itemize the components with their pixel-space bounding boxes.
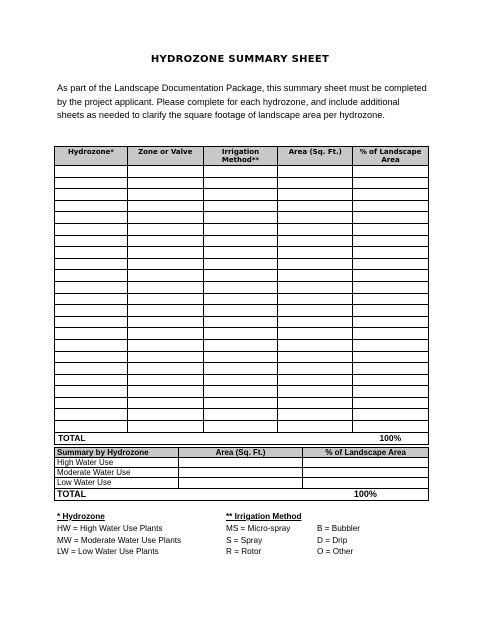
summary-total-spacer [178,488,303,500]
zone-valve-cell[interactable] [127,339,203,351]
area-cell[interactable] [278,235,353,247]
percent-cell[interactable] [353,386,429,398]
zone-valve-cell[interactable] [127,200,203,212]
hydrozone-row [55,247,429,259]
percent-cell[interactable] [353,293,429,305]
hydrozone-row [55,200,429,212]
hydrozone-row [55,316,429,328]
percent-cell[interactable] [353,270,429,282]
irrigation-method-cell[interactable] [203,386,278,398]
percent-cell[interactable] [353,363,429,375]
irrigation-method-cell[interactable] [203,339,278,351]
hydrozone-table-header [55,147,429,166]
zone-valve-cell[interactable] [127,374,203,386]
percent-cell[interactable] [353,235,429,247]
area-cell[interactable] [278,328,353,340]
legend-item-r: R = Rotor [226,547,262,557]
hydrozone-row [55,328,429,340]
hydrozone-cell[interactable] [55,166,128,178]
zone-valve-cell[interactable] [127,409,203,421]
area-cell[interactable] [278,247,353,259]
area-cell[interactable] [278,409,353,421]
zone-valve-cell[interactable] [127,363,203,375]
hydrozone-total-row [55,432,429,444]
legend-item-o: O = Other [317,547,354,557]
hydrozone-legend [57,511,192,558]
irrigation-legend-row [226,546,366,558]
summary-percent-cell[interactable] [303,478,429,488]
hydrozone-cell[interactable] [55,339,128,351]
irrigation-method-cell[interactable] [203,223,278,235]
zone-valve-cell[interactable] [127,177,203,189]
hydrozone-cell[interactable] [55,270,128,282]
hydrozone-cell[interactable] [55,212,128,224]
hydrozone-cell[interactable] [55,281,128,293]
irrigation-method-cell[interactable] [203,258,278,270]
zone-valve-cell[interactable] [127,305,203,317]
irrigation-method-cell[interactable] [203,421,278,433]
irrigation-method-cell[interactable] [203,270,278,282]
hydrozone-row [55,374,429,386]
irrigation-method-cell[interactable] [203,316,278,328]
area-cell[interactable] [278,397,353,409]
zone-valve-cell[interactable] [127,189,203,201]
percent-cell[interactable] [353,281,429,293]
zone-valve-cell[interactable] [127,397,203,409]
area-cell[interactable] [278,258,353,270]
legend-item-d: D = Drip [317,535,348,545]
hydrozone-row [55,409,429,421]
zone-valve-cell[interactable] [127,293,203,305]
hydrozone-cell[interactable] [55,363,128,375]
summary-area-cell[interactable] [178,478,303,488]
zone-valve-cell[interactable] [127,421,203,433]
summary-total-row [55,488,429,500]
zone-valve-cell[interactable] [127,212,203,224]
hydrozone-row [55,363,429,375]
hydrozone-cell[interactable] [55,293,128,305]
irrigation-method-cell[interactable] [203,166,278,178]
percent-cell[interactable] [353,374,429,386]
header-summary-area: Area (Sq. Ft.) [178,448,303,458]
irrigation-method-cell[interactable] [203,363,278,375]
irrigation-method-cell[interactable] [203,212,278,224]
area-cell[interactable] [278,316,353,328]
hydrozone-cell[interactable] [55,397,128,409]
percent-cell[interactable] [353,177,429,189]
hydrozone-row [55,235,429,247]
zone-valve-cell[interactable] [127,386,203,398]
hydrozone-cell[interactable] [55,374,128,386]
area-cell[interactable] [278,305,353,317]
hydrozone-legend-heading: * Hydrozone [57,512,105,521]
hydrozone-cell[interactable] [55,235,128,247]
hydrozone-table [54,146,429,445]
area-cell[interactable] [278,270,353,282]
percent-cell[interactable] [353,328,429,340]
hydrozone-row [55,189,429,201]
area-cell[interactable] [278,363,353,375]
summary-label-moderate: Moderate Water Use [55,468,179,478]
percent-cell[interactable] [353,421,429,433]
hydrozone-row [55,177,429,189]
header-area: Area (Sq. Ft.) [278,147,353,166]
summary-table-header [55,448,429,458]
header-irrigation-method: Irrigation Method** [203,147,278,166]
area-cell[interactable] [278,212,353,224]
hydrozone-cell[interactable] [55,305,128,317]
summary-area-cell[interactable] [178,468,303,478]
irrigation-legend-heading: ** Irrigation Method [226,512,302,521]
irrigation-legend-row [226,535,366,547]
hydrozone-row [55,223,429,235]
zone-valve-cell[interactable] [127,166,203,178]
area-cell[interactable] [278,374,353,386]
summary-total-label: TOTAL [55,488,179,500]
summary-row-moderate [55,468,429,478]
hydrozone-row [55,421,429,433]
area-cell[interactable] [278,281,353,293]
area-cell[interactable] [278,339,353,351]
hydrozone-row [55,339,429,351]
summary-percent-cell[interactable] [303,468,429,478]
percent-cell[interactable] [353,351,429,363]
legend-item-mw: MW = Moderate Water Use Plants [57,535,182,545]
irrigation-method-cell[interactable] [203,281,278,293]
irrigation-method-cell[interactable] [203,351,278,363]
intro-paragraph: As part of the Landscape Documentation Package, this summary sheet must be completed by the project applicant. Please complete for each hydrozone, and include additional sheets as needed to clarify the square footage of landscape area per hydrozone. [57,83,427,121]
legend-item-b: B = Bubbler [317,523,361,533]
area-cell[interactable] [278,177,353,189]
summary-label-high: High Water Use [55,458,179,468]
area-cell[interactable] [278,189,353,201]
total-percent: 100% [353,432,429,444]
header-hydrozone: Hydrozone* [55,147,128,166]
hydrozone-row [55,270,429,282]
hydrozone-row [55,397,429,409]
total-spacer [203,432,353,444]
summary-area-cell[interactable] [178,458,303,468]
area-cell[interactable] [278,293,353,305]
summary-table [54,447,429,501]
irrigation-method-cell[interactable] [203,328,278,340]
irrigation-method-cell[interactable] [203,293,278,305]
percent-cell[interactable] [353,212,429,224]
hydrozone-cell[interactable] [55,200,128,212]
percent-cell[interactable] [353,200,429,212]
legend-item-hw: HW = High Water Use Plants [57,523,163,533]
irrigation-method-cell[interactable] [203,305,278,317]
hydrozone-cell[interactable] [55,223,128,235]
page-title: HYDROZONE SUMMARY SHEET [150,54,330,65]
hydrozone-cell[interactable] [55,409,128,421]
zone-valve-cell[interactable] [127,328,203,340]
area-cell[interactable] [278,200,353,212]
percent-cell[interactable] [353,166,429,178]
summary-total-percent: 100% [303,488,429,500]
hydrozone-cell[interactable] [55,258,128,270]
hydrozone-row [55,305,429,317]
irrigation-method-cell[interactable] [203,397,278,409]
zone-valve-cell[interactable] [127,223,203,235]
hydrozone-row [55,386,429,398]
percent-cell[interactable] [353,223,429,235]
hydrozone-cell[interactable] [55,421,128,433]
percent-cell[interactable] [353,258,429,270]
zone-valve-cell[interactable] [127,270,203,282]
summary-row-low [55,478,429,488]
hydrozone-cell[interactable] [55,328,128,340]
legend-item-ms: MS = Micro-spray [226,523,291,533]
zone-valve-cell[interactable] [127,247,203,259]
total-label: TOTAL [55,432,204,444]
irrigation-legend-row [226,523,366,535]
summary-percent-cell[interactable] [303,458,429,468]
hydrozone-cell[interactable] [55,316,128,328]
summary-row-high [55,458,429,468]
hydrozone-row [55,212,429,224]
legend-item-s: S = Spray [226,535,263,545]
irrigation-legend [226,511,366,558]
zone-valve-cell[interactable] [127,258,203,270]
percent-cell[interactable] [353,409,429,421]
area-cell[interactable] [278,421,353,433]
percent-cell[interactable] [353,339,429,351]
zone-valve-cell[interactable] [127,281,203,293]
percent-cell[interactable] [353,305,429,317]
percent-cell[interactable] [353,316,429,328]
summary-label-low: Low Water Use [55,478,179,488]
percent-cell[interactable] [353,247,429,259]
hydrozone-row [55,351,429,363]
irrigation-method-cell[interactable] [203,189,278,201]
hydrozone-row [55,166,429,178]
irrigation-method-cell[interactable] [203,200,278,212]
irrigation-method-cell[interactable] [203,235,278,247]
hydrozone-row [55,293,429,305]
percent-cell[interactable] [353,397,429,409]
irrigation-method-cell[interactable] [203,247,278,259]
irrigation-method-cell[interactable] [203,177,278,189]
hydrozone-cell[interactable] [55,351,128,363]
header-summary-percent: % of Landscape Area [303,448,429,458]
header-zone-or-valve: Zone or Valve [127,147,203,166]
header-summary-by-hydrozone: Summary by Hydrozone [55,448,179,458]
irrigation-method-cell[interactable] [203,409,278,421]
hydrozone-cell[interactable] [55,247,128,259]
area-cell[interactable] [278,386,353,398]
hydrozone-cell[interactable] [55,189,128,201]
area-cell[interactable] [278,223,353,235]
zone-valve-cell[interactable] [127,235,203,247]
hydrozone-cell[interactable] [55,177,128,189]
hydrozone-cell[interactable] [55,386,128,398]
hydrozone-row [55,258,429,270]
zone-valve-cell[interactable] [127,316,203,328]
zone-valve-cell[interactable] [127,351,203,363]
legend-item-lw: LW = Low Water Use Plants [57,547,159,557]
irrigation-method-cell[interactable] [203,374,278,386]
header-percent-landscape: % of Landscape Area [353,147,429,166]
percent-cell[interactable] [353,189,429,201]
area-cell[interactable] [278,166,353,178]
area-cell[interactable] [278,351,353,363]
hydrozone-row [55,281,429,293]
